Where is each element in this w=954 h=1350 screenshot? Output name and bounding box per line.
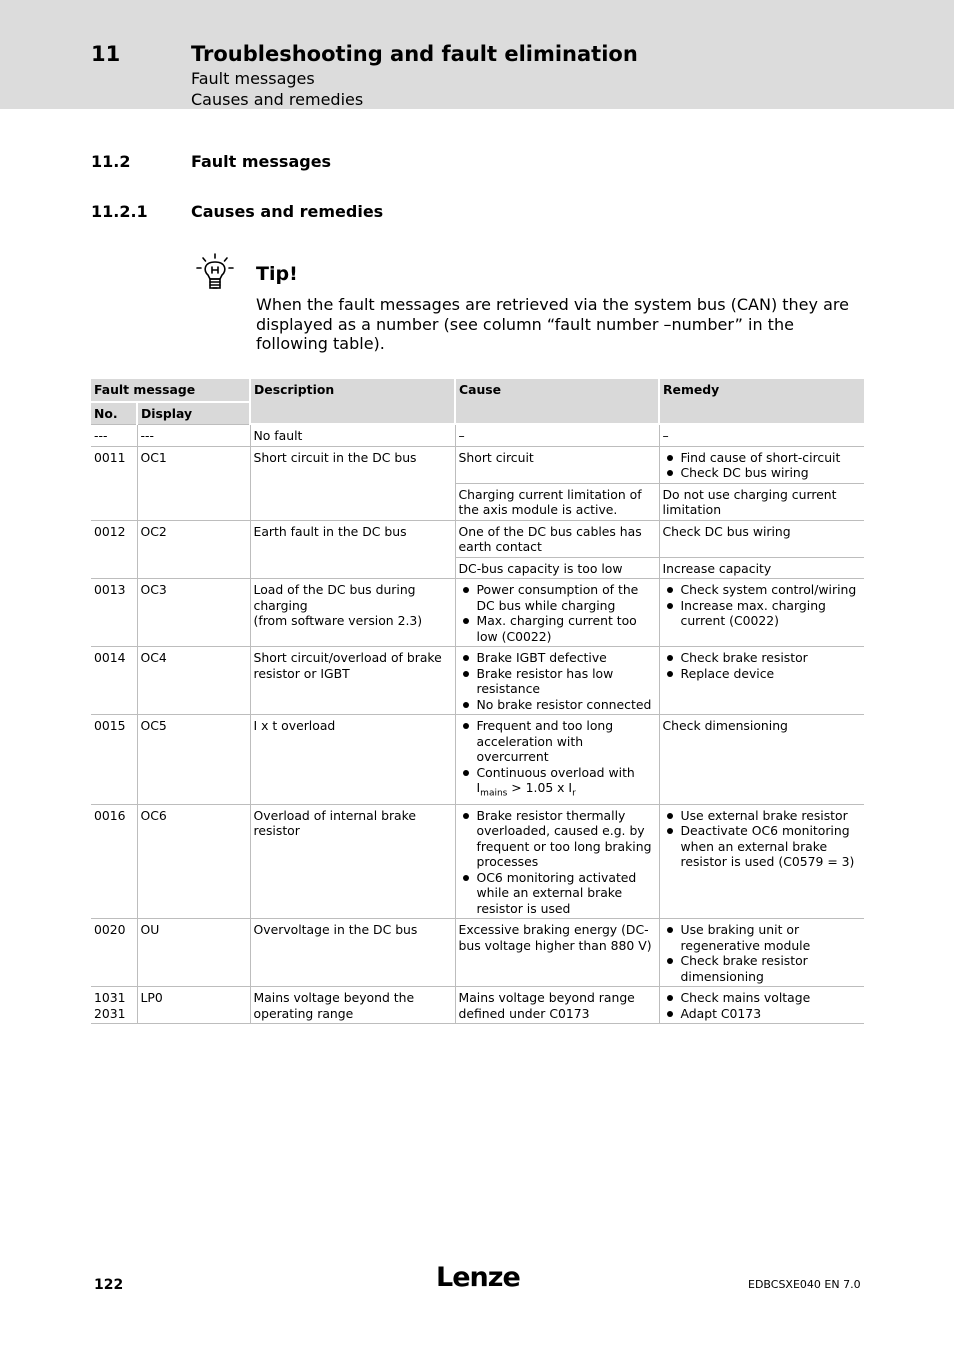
list-item: OC6 monitoring activated while an external brake resistor is used — [459, 870, 656, 917]
fault-remedy: Increase capacity — [659, 557, 864, 579]
list-item: Max. charging current too low (C0022) — [459, 613, 656, 644]
list-item: Adapt C0173 — [663, 1006, 862, 1022]
table-row — [91, 715, 864, 805]
table-row — [91, 579, 864, 647]
list-item: Check brake resistor — [663, 650, 862, 666]
tip-title: Tip! — [256, 263, 298, 285]
chapter-number: 11 — [91, 42, 121, 66]
header-display: Display — [137, 402, 250, 424]
table-row — [91, 424, 864, 446]
table-row — [91, 647, 864, 715]
list-item: Replace device — [663, 666, 862, 682]
subscript: mains — [480, 788, 508, 799]
list-item — [459, 765, 656, 802]
subsection-title: Causes and remedies — [191, 202, 384, 221]
fault-remedy: Do not use charging current limitation — [659, 483, 864, 520]
fault-remedy — [659, 579, 864, 647]
list-item: Frequent and too long acceleration with overcurrent — [459, 718, 656, 765]
fault-number: 0013 — [91, 579, 137, 647]
lightbulb-icon — [194, 253, 236, 293]
tip-text: When the fault messages are retrieved via the system bus (CAN) they are displayed as a number (see column “fault number –number” in the following table). — [256, 295, 849, 353]
fault-remedy: Check dimensioning — [659, 715, 864, 805]
fault-remedy: – — [659, 424, 864, 446]
section-number: 11.2 — [91, 152, 131, 171]
header-description: Description — [250, 379, 455, 424]
fault-table — [91, 379, 864, 1024]
list-item: Use braking unit or regenerative module — [663, 922, 862, 953]
list-item: Check brake resistor dimensioning — [663, 953, 862, 984]
fault-description: Short circuit/overload of brake resistor or IGBT — [250, 647, 455, 715]
header-no: No. — [91, 402, 137, 424]
fault-number: 0020 — [91, 919, 137, 987]
fault-number — [91, 987, 137, 1024]
fault-number: --- — [91, 424, 137, 446]
list-item: Increase max. charging current (C0022) — [663, 598, 862, 629]
fault-description: No fault — [250, 424, 455, 446]
fault-description: Earth fault in the DC bus — [250, 520, 455, 579]
fault-cause — [455, 579, 659, 647]
fault-remedy — [659, 446, 864, 483]
fault-number: 0012 — [91, 520, 137, 579]
section-title: Fault messages — [191, 152, 332, 171]
table-row — [91, 520, 864, 557]
list-item: Check system control/wiring — [663, 582, 862, 598]
description-line: (from software version 2.3) — [253, 613, 423, 628]
chapter-subtitle-2: Causes and remedies — [191, 90, 364, 109]
page-number: 122 — [94, 1277, 124, 1293]
fault-display: OC3 — [137, 579, 250, 647]
cause-text: Continuous overload with I — [476, 764, 635, 795]
header-remedy: Remedy — [659, 379, 864, 424]
header-cause: Cause — [455, 379, 659, 424]
fault-description — [250, 579, 455, 647]
fault-remedy — [659, 919, 864, 987]
fault-cause: DC-bus capacity is too low — [455, 557, 659, 579]
fault-cause: Charging current limitation of the axis module is active. — [455, 483, 659, 520]
cause-text: > 1.05 x I — [507, 780, 573, 795]
description-line: Load of the DC bus during charging — [253, 582, 416, 613]
fault-number-line: 2031 — [94, 1005, 126, 1021]
fault-number: 0011 — [91, 446, 137, 520]
header-fault-message: Fault message — [91, 379, 250, 402]
fault-cause: Mains voltage beyond range defined under C0173 — [455, 987, 659, 1024]
fault-remedy — [659, 647, 864, 715]
list-item: Use external brake resistor — [663, 808, 862, 824]
table-row — [91, 987, 864, 1024]
table-row — [91, 446, 864, 483]
table-row — [91, 919, 864, 987]
fault-cause — [455, 647, 659, 715]
fault-remedy — [659, 804, 864, 919]
fault-number: 0016 — [91, 804, 137, 919]
fault-cause — [455, 804, 659, 919]
fault-remedy — [659, 987, 864, 1024]
fault-display: OU — [137, 919, 250, 987]
fault-number: 0015 — [91, 715, 137, 805]
fault-display: OC5 — [137, 715, 250, 805]
list-item: Find cause of short-circuit — [663, 450, 862, 466]
fault-cause: Excessive braking energy (DC-bus voltage higher than 880 V) — [455, 919, 659, 987]
fault-display: OC2 — [137, 520, 250, 579]
fault-display: OC1 — [137, 446, 250, 520]
fault-display: LP0 — [137, 987, 250, 1024]
fault-cause: Short circuit — [455, 446, 659, 483]
list-item: Brake resistor thermally overloaded, caused e.g. by frequent or too long braking processes — [459, 808, 656, 870]
fault-remedy: Check DC bus wiring — [659, 520, 864, 557]
fault-description: I x t overload — [250, 715, 455, 805]
fault-number: 0014 — [91, 647, 137, 715]
brand-logo: Lenze — [436, 1262, 520, 1293]
fault-number-line: 1031 — [94, 990, 126, 1006]
fault-cause — [455, 715, 659, 805]
fault-display: OC4 — [137, 647, 250, 715]
fault-display: --- — [137, 424, 250, 446]
list-item: Brake resistor has low resistance — [459, 666, 656, 697]
fault-description: Short circuit in the DC bus — [250, 446, 455, 520]
list-item: Brake IGBT defective — [459, 650, 656, 666]
fault-display: OC6 — [137, 804, 250, 919]
fault-description: Overvoltage in the DC bus — [250, 919, 455, 987]
list-item: Check DC bus wiring — [663, 465, 862, 481]
subsection-number: 11.2.1 — [91, 202, 148, 221]
list-item: No brake resistor connected — [459, 697, 656, 713]
fault-cause: One of the DC bus cables has earth contact — [455, 520, 659, 557]
chapter-title: Troubleshooting and fault elimination — [191, 42, 638, 66]
document-reference: EDBCSXE040 EN 7.0 — [748, 1278, 861, 1291]
list-item: Deactivate OC6 monitoring when an external brake resistor is used (C0579 = 3) — [663, 823, 862, 870]
fault-cause: – — [455, 424, 659, 446]
table-row — [91, 804, 864, 919]
subscript: r — [572, 788, 576, 799]
chapter-subtitle: Fault messages — [191, 69, 315, 88]
list-item: Check mains voltage — [663, 990, 862, 1006]
fault-description: Overload of internal brake resistor — [250, 804, 455, 919]
fault-description: Mains voltage beyond the operating range — [250, 987, 455, 1024]
list-item: Power consumption of the DC bus while charging — [459, 582, 656, 613]
